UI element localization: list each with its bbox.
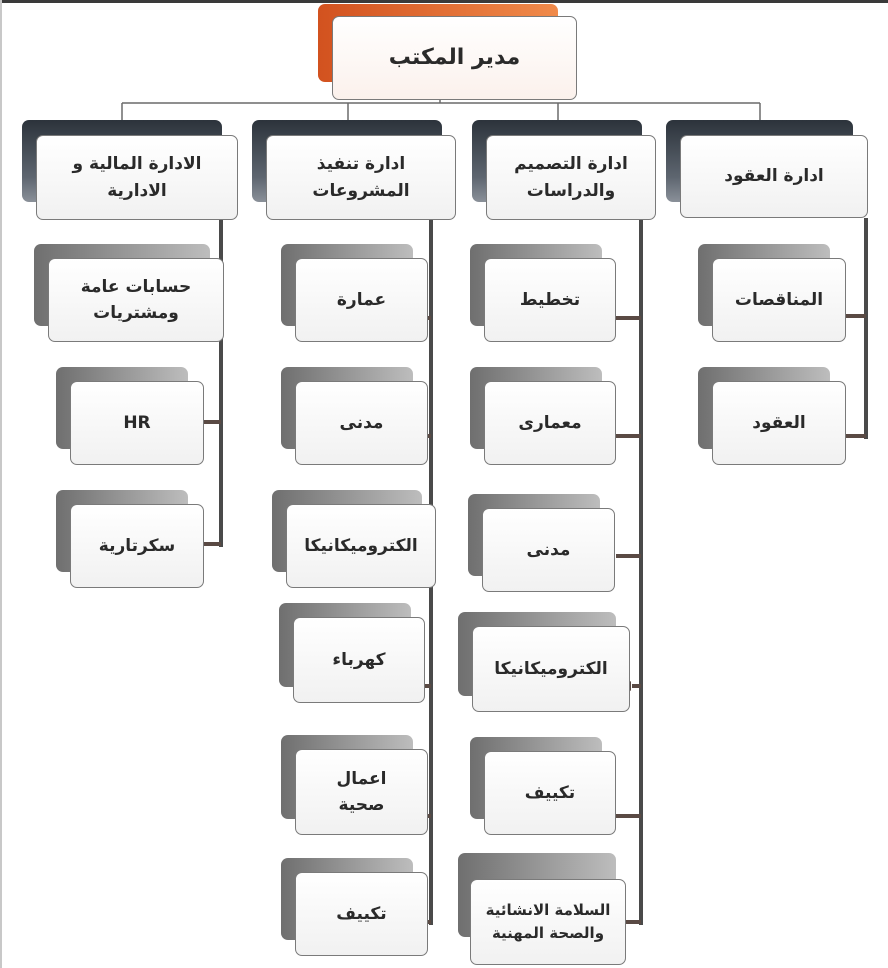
sub-card [70, 381, 204, 465]
branch-tick-1-4 [616, 814, 641, 818]
sub-label: مدنى [339, 412, 384, 433]
dept-card [36, 135, 238, 220]
sub-label: تكييف [336, 903, 387, 924]
sub-label: حسابات عامة ومشتريات [80, 276, 192, 323]
sub-label: العقود [752, 412, 806, 433]
sub-label: السلامة الانشائية والصحة المهنية [485, 900, 611, 942]
dept-label: ادارة العقود [724, 166, 824, 187]
sub-label: معمارى [518, 412, 582, 433]
dept-label: ادارة تنفيذ المشروعات [312, 154, 410, 201]
sub-label: الكتروميكانيكا [304, 535, 418, 556]
sub-label: سكرتارية [98, 535, 176, 556]
sub-card [484, 751, 616, 835]
sub-card [295, 381, 428, 465]
sub-label: مدنى [526, 539, 571, 560]
top-connectors [122, 96, 760, 123]
spine-1 [639, 218, 643, 925]
sub-card [470, 879, 626, 965]
sub-card [70, 504, 204, 588]
sub-card [295, 749, 428, 835]
root-card [332, 16, 577, 100]
sub-label: كهرباء [332, 649, 386, 670]
sub-label: المناقصات [734, 289, 824, 310]
branch-tick-1-0 [616, 316, 641, 320]
dept-label: ادارة التصميم والدراسات [514, 154, 628, 201]
sub-card [295, 258, 428, 342]
root-label: مدير المكتب [388, 44, 521, 70]
dept-card [266, 135, 456, 220]
dept-card [680, 135, 868, 218]
sub-label: اعمال صحية [336, 768, 387, 815]
sub-card [712, 381, 846, 465]
branch-tick-1-2 [616, 554, 641, 558]
dept-label: الادارة المالية و الادارية [72, 154, 202, 201]
branch-tick-1-3 [632, 684, 641, 688]
sub-card [48, 258, 224, 342]
sub-label: الكتروميكانيكا [494, 658, 608, 679]
branch-tick-1-1 [616, 434, 641, 438]
sub-card [484, 258, 616, 342]
sub-label: عمارة [336, 289, 387, 310]
sub-label: تخطيط [519, 289, 581, 310]
sub-card [484, 381, 616, 465]
sub-card [295, 872, 428, 956]
sub-card [286, 504, 436, 588]
sub-card [482, 508, 615, 592]
sub-card [293, 617, 425, 703]
sub-label: تكييف [524, 782, 576, 803]
spine-0 [864, 218, 868, 439]
sub-label: HR [123, 412, 151, 433]
sub-card [712, 258, 846, 342]
dept-card [486, 135, 656, 220]
sub-card [472, 626, 630, 712]
